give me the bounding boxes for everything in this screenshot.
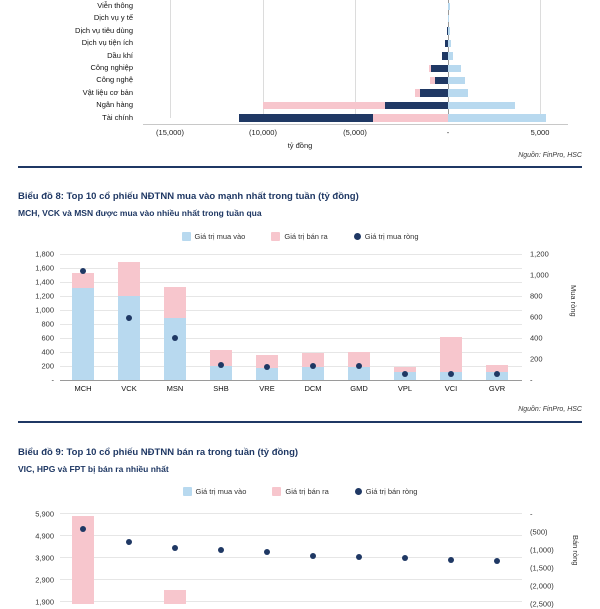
net-dot [310, 363, 316, 369]
bar-buy [118, 296, 140, 380]
category-label: Tài chính [102, 112, 133, 122]
chart-top10-buy [18, 250, 582, 400]
chart7-x-axis-title: tỷ đồng [287, 141, 313, 150]
category-label: Công nghiệp [90, 62, 133, 72]
net-dot [402, 555, 408, 561]
chart8-plot-area [60, 254, 522, 380]
y-tick-label: 400 [41, 347, 54, 357]
bar-row [143, 74, 568, 86]
y-tick-label: 3,900 [35, 553, 54, 563]
chart9-subtitle: VIC, HPG và FPT bị bán ra nhiều nhất [18, 464, 169, 474]
net-dot [172, 545, 178, 551]
legend-label: Giá trị bán ra [285, 487, 329, 496]
bar-sell [164, 590, 186, 604]
y-right-tick-label: (1,000) [530, 545, 554, 555]
x-category-label: VCK [121, 384, 137, 393]
x-category-label: DCM [304, 384, 322, 393]
legend-swatch-lightblue [183, 487, 192, 496]
y-right-tick-label: - [530, 509, 533, 519]
y-right-tick-label: - [530, 375, 533, 385]
x-category-label: GVR [488, 384, 506, 393]
net-dot [448, 371, 454, 377]
legend-label: Giá trị mua ròng [364, 232, 419, 241]
net-dot [356, 554, 362, 560]
chart-top10-sell [18, 505, 582, 609]
y-right-tick-label: 1,000 [530, 270, 549, 280]
net-dot [218, 362, 224, 368]
category-label: Dịch vụ tiện ích [81, 38, 133, 48]
bar-row [143, 112, 568, 124]
y-tick-label: 1,400 [35, 277, 54, 287]
y-right-tick-label: 600 [530, 312, 543, 322]
legend-swatch-pink [272, 487, 281, 496]
net-dot [80, 268, 86, 274]
chart-sector-flows [18, 0, 582, 150]
bar-row [143, 0, 568, 12]
y-tick-label: 1,600 [35, 263, 54, 273]
y-tick-label: 1,900 [35, 597, 54, 607]
category-label: Dầu khí [107, 50, 133, 60]
net-dot [494, 558, 500, 564]
legend-swatch-dot [355, 488, 362, 495]
net-dot [126, 315, 132, 321]
net-dot [402, 371, 408, 377]
legend-swatch-dot [354, 233, 361, 240]
bar-buy [72, 288, 94, 380]
y-tick-label: 1,200 [35, 291, 54, 301]
chart8-source: Nguồn: FinPro, HSC [518, 406, 582, 413]
y-right-tick-label: (500) [530, 527, 548, 537]
legend-item-sell [272, 487, 328, 496]
legend-item-buy [183, 487, 247, 496]
bar-row [143, 12, 568, 24]
legend-label: Giá trị mua vào [195, 487, 247, 496]
bar-row [143, 37, 568, 49]
bar-buy [164, 318, 186, 380]
net-dot [310, 553, 316, 559]
legend-swatch-pink [271, 232, 280, 241]
legend-item-buy [182, 232, 246, 241]
x-category-label: VPL [397, 384, 413, 393]
y-right-tick-label: 1,200 [530, 249, 549, 259]
y-tick-label: 800 [41, 319, 54, 329]
legend-item-sell [271, 232, 327, 241]
divider [18, 166, 582, 168]
net-dot [172, 335, 178, 341]
x-category-label: MCH [74, 384, 92, 393]
x-category-label: MSN [166, 384, 184, 393]
chart7-plot-area [143, 0, 568, 137]
chart8-right-axis-title: Mua ròng [569, 285, 578, 317]
x-tick-label: 5,000 [530, 128, 550, 137]
y-tick-label: - [51, 375, 54, 385]
net-dot [218, 547, 224, 553]
y-right-tick-label: 800 [530, 291, 543, 301]
y-right-tick-label: (2,500) [530, 599, 554, 609]
chart9-title: Biểu đồ 9: Top 10 cổ phiếu NĐTNN bán ra trong tuần (tỷ đồng) [18, 447, 299, 458]
legend-swatch-lightblue [182, 232, 191, 241]
y-tick-label: 2,900 [35, 575, 54, 585]
x-category-label: VRE [259, 384, 275, 393]
y-right-tick-label: (1,500) [530, 563, 554, 573]
category-label: Viễn thông [97, 1, 133, 10]
legend-label: Giá trị bán ra [284, 232, 328, 241]
chart9-right-axis-title: Bán ròng [571, 535, 580, 566]
bar-row [143, 99, 568, 111]
x-tick-label: (15,000) [156, 128, 184, 137]
bar-row [143, 50, 568, 62]
net-dot [448, 557, 454, 563]
chart7-category-labels [18, 0, 138, 124]
category-label: Dịch vụ tiêu dùng [75, 25, 133, 35]
y-tick-label: 600 [41, 333, 54, 343]
y-tick-label: 1,800 [35, 249, 54, 259]
x-tick-label: (5,000) [343, 128, 367, 137]
category-label: Vật liệu cơ bản [82, 87, 133, 97]
y-right-tick-label: 400 [530, 333, 543, 343]
y-tick-label: 4,900 [35, 531, 54, 541]
bar-row [143, 25, 568, 37]
category-label: Công nghệ [96, 75, 133, 85]
net-dot [80, 526, 86, 532]
chart9-legend [18, 487, 582, 496]
category-label: Dịch vụ y tế [93, 13, 133, 23]
x-tick-label: (10,000) [249, 128, 277, 137]
y-tick-label: 200 [41, 361, 54, 371]
x-tick-label: - [446, 128, 450, 137]
y-right-tick-label: 200 [530, 354, 543, 364]
net-dot [494, 371, 500, 377]
bar-row [143, 87, 568, 99]
bar-row [143, 62, 568, 74]
net-dot [264, 549, 270, 555]
y-tick-label: 1,000 [35, 305, 54, 315]
x-category-label: GMD [350, 384, 368, 393]
y-right-tick-label: (2,000) [530, 581, 554, 591]
legend-item-net [354, 232, 419, 241]
y-tick-label: 5,900 [35, 509, 54, 519]
chart8-legend [18, 232, 582, 241]
category-label: Ngân hàng [96, 100, 133, 110]
legend-label: Giá trị bán ròng [365, 487, 418, 496]
net-dot [356, 363, 362, 369]
net-dot [126, 539, 132, 545]
chart8-title: Biểu đồ 8: Top 10 cổ phiếu NĐTNN mua vào mạnh nhất trong tuần (tỷ đồng) [18, 191, 359, 202]
net-dot [264, 364, 270, 370]
x-category-label: VCI [444, 384, 458, 393]
legend-label: Giá trị mua vào [194, 232, 246, 241]
chart7-source: Nguồn: FinPro, HSC [518, 152, 582, 159]
legend-item-net [355, 487, 418, 496]
chart8-subtitle: MCH, VCK và MSN được mua vào nhiều nhất trong tuần qua [18, 208, 262, 218]
x-category-label: SHB [213, 384, 229, 393]
divider [18, 421, 582, 423]
chart9-plot-area [60, 509, 522, 604]
